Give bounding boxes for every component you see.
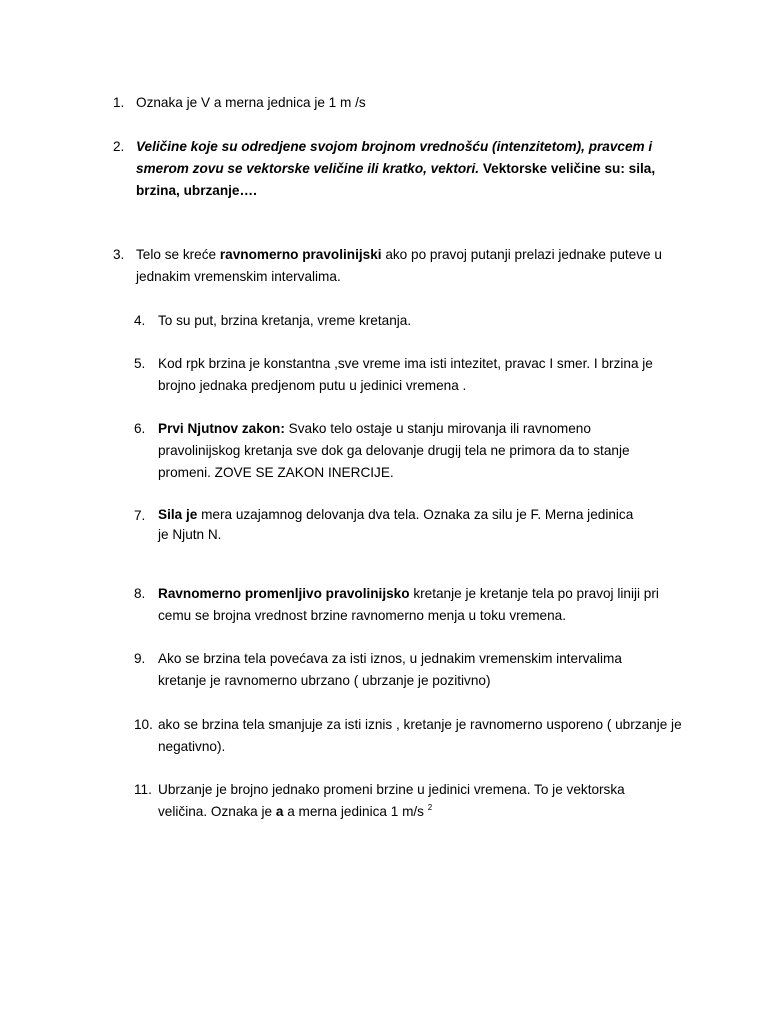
item-number: 11.	[134, 782, 152, 797]
text-run: Ubrzanje je brojno jednako promeni brzine u jedinici vremena. To je vektorska veličina. Oznaka je	[158, 782, 625, 819]
item-text	[158, 310, 674, 332]
text-run: Ako se brzina tela povećava za isti iznos, u jednakim vremenskim intervalima kretanje je ravnomerno ubrzano ( ubrzanje je pozitivno)	[158, 651, 622, 688]
text-run: Prvi Njutnov zakon:	[158, 421, 285, 436]
list-item-9	[134, 648, 654, 692]
list-item-7	[134, 505, 694, 545]
text-run: mera uzajamnog delovanja dva tela. Oznaka za silu je F. Merna jedinica	[197, 507, 634, 522]
list-item-2	[113, 136, 693, 202]
text-run: ako po pravoj putanji prelazi jednake puteve u jednakim vremenskim intervalima.	[136, 247, 662, 284]
text-run: Veličine koje su odredjene svojom brojnom vrednošću (intenzitetom), pravcem i smerom zovu se vektorske veličine ili kratko, vektori.	[136, 139, 653, 176]
item-text	[158, 779, 674, 823]
text-run: ako se brzina tela smanjuje za isti iznis , kretanje je ravnomerno usporeno ( ubrzanje je negativno).	[158, 717, 682, 754]
item-number: 3.	[113, 247, 125, 262]
list-item-8	[134, 583, 679, 627]
list-item-5	[134, 353, 679, 397]
text-run: a	[275, 804, 284, 819]
text-run: a merna jedinica 1 m/s	[283, 804, 428, 819]
item-text	[136, 92, 683, 114]
text-run: Ravnomerno promenljivo pravolinijsko	[158, 586, 410, 601]
text-run: Oznaka je V a merna jednica je 1 m /s	[136, 95, 366, 110]
list-item-3	[113, 244, 678, 288]
item-number: 7.	[134, 508, 146, 523]
item-text	[158, 505, 694, 545]
item-number: 2.	[113, 139, 125, 154]
text-run: ravnomerno pravolinijski	[219, 247, 382, 262]
text-run: kretanje je kretanje tela po pravoj liniji pri cemu se brojna vrednost brzine ravnomerno menja u toku vremena.	[158, 586, 659, 623]
list-item-11	[134, 779, 674, 823]
text-run: Svako telo ostaje u stanju mirovanja ili ravnomeno pravolinijskog kretanja sve dok ga delovanje drugij tela ne primora da to stanje promeni. ZOVE SE ZAKON INERCIJE.	[158, 421, 630, 480]
item-text	[136, 136, 693, 202]
list-item-6	[134, 418, 664, 484]
text-run: Vektorske veličine su: sila, brzina, ubrzanje….	[136, 161, 656, 198]
text-run: Kod rpk brzina je konstantna ,sve vreme ima isti intezitet, pravac I smer. I brzina je brojno jednaka predjenom putu u jedinici vremena .	[158, 356, 653, 393]
text-run: je Njutn N.	[158, 527, 222, 542]
text-run: Sila je	[158, 507, 198, 522]
item-text	[158, 583, 679, 627]
item-number: 9.	[134, 651, 146, 666]
text-run: 2	[427, 803, 433, 812]
item-text	[158, 353, 679, 397]
item-number: 4.	[134, 313, 146, 328]
item-number: 10.	[134, 717, 153, 732]
item-text	[158, 648, 654, 692]
item-text	[136, 244, 678, 288]
item-number: 6.	[134, 421, 146, 436]
item-number: 8.	[134, 586, 146, 601]
item-text	[158, 418, 664, 484]
item-text	[158, 714, 699, 758]
list-item-4	[134, 310, 674, 332]
item-number: 5.	[134, 356, 146, 371]
text-run: Telo se kreće	[136, 247, 220, 262]
list-item-10	[134, 714, 699, 758]
list-item-1	[113, 92, 683, 114]
text-run: To su put, brzina kretanja, vreme kretanja.	[158, 313, 412, 328]
item-number: 1.	[113, 95, 125, 110]
